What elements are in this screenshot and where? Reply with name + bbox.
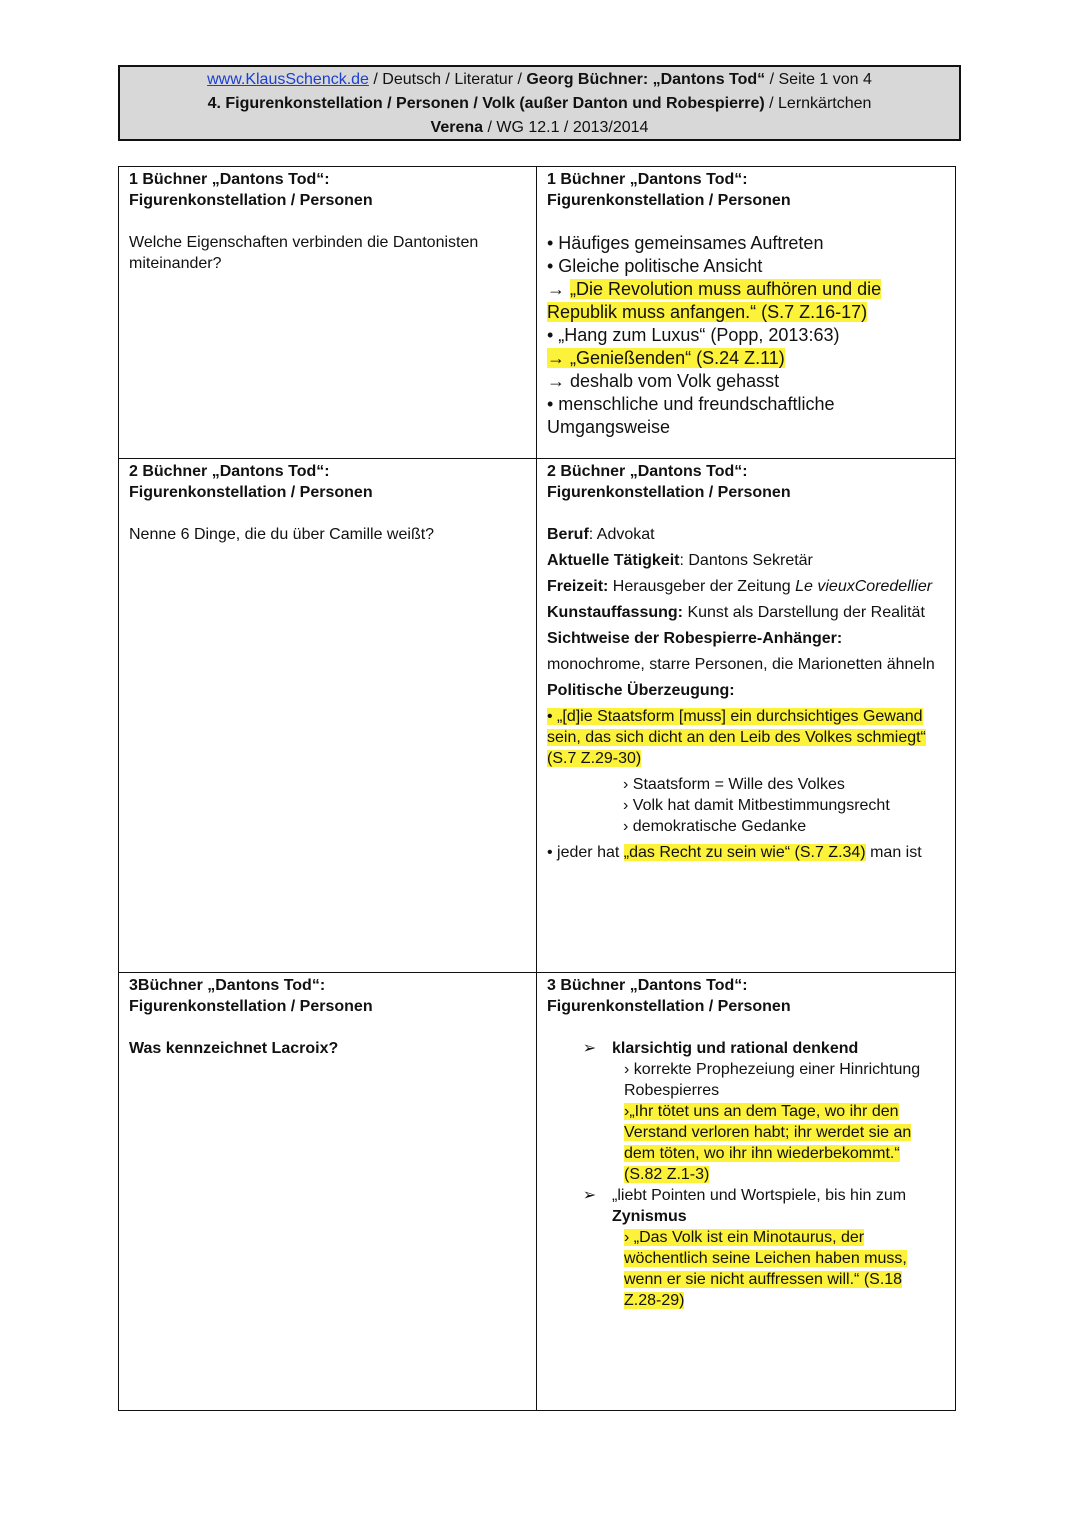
card-subtitle: Figurenkonstellation / Personen <box>547 192 791 209</box>
point-text: „liebt Pointen und Wortspiele, bis hin zum <box>612 1187 907 1204</box>
answer-cell-1 <box>537 167 956 459</box>
card-title: 3Büchner „Dantons Tod“: <box>129 977 326 994</box>
newspaper-title: Le vieuxCoredellier <box>795 578 933 595</box>
header-line-3 <box>120 116 959 140</box>
field-label: Sichtweise der Robespierre-Anhänger: <box>547 630 843 647</box>
answer-line: • „Hang zum Luxus“ (Popp, 2013:63) <box>547 325 840 345</box>
point-heading: klarsichtig und rational denkend <box>612 1040 859 1057</box>
answer-line: → deshalb vom Volk gehasst <box>547 371 780 391</box>
card-subtitle: Figurenkonstellation / Personen <box>547 998 791 1015</box>
question-cell-2 <box>119 459 537 973</box>
sub-points <box>547 774 945 837</box>
answer-line <box>547 278 945 324</box>
sub-point: › demokratische Gedanke <box>623 818 807 835</box>
answer-line: • Gleiche politische Ansicht <box>547 256 763 276</box>
header-course: / WG 12.1 / 2013/2014 <box>483 119 649 136</box>
sub-point: › Volk hat damit Mitbestimmungsrecht <box>623 797 890 814</box>
card-subtitle: Figurenkonstellation / Personen <box>129 998 373 1015</box>
header-page: / Seite 1 von 4 <box>765 71 872 88</box>
answer-cell-2 <box>537 459 956 973</box>
field-value: Kunst als Darstellung der Realität <box>683 604 925 621</box>
answer-line: monochrome, starre Personen, die Marionetten ähneln <box>547 656 935 673</box>
answer-line <box>547 576 945 597</box>
sub-point: › Staatsform = Wille des Volkes <box>623 776 845 793</box>
answer-point <box>547 1185 945 1311</box>
field-value: : Dantons Sekretär <box>679 552 813 569</box>
field-value: Herausgeber der Zeitung <box>608 578 796 595</box>
field-label: Politische Überzeugung: <box>547 682 735 699</box>
field-value: • jeder hat <box>547 844 624 861</box>
arrow-glyph: → <box>547 279 571 299</box>
answer-line: • Häufiges gemeinsames Auftreten <box>547 233 824 253</box>
card-title: 1 Büchner „Dantons Tod“: <box>547 171 748 188</box>
header-path: / Deutsch / Literatur / <box>368 71 527 88</box>
question-cell-3 <box>119 973 537 1411</box>
field-value: man ist <box>865 844 922 861</box>
answer-line: • menschliche und freundschaftliche Umgangsweise <box>547 394 835 437</box>
answer-list <box>547 524 945 863</box>
answer-point <box>547 1038 945 1185</box>
highlighted-quote: › „Das Volk ist ein Minotaurus, der wöchentlich seine Leichen haben muss, wenn er sie nicht auffressen will.“ (S.18 Z.28-29) <box>624 1229 907 1309</box>
question-text: Was kennzeichnet Lacroix? <box>129 1040 339 1057</box>
card-title: 3 Büchner „Dantons Tod“: <box>547 977 748 994</box>
card-title: 2 Büchner „Dantons Tod“: <box>129 463 330 480</box>
card-row-3 <box>119 973 956 1411</box>
header-suffix: / Lernkärtchen <box>764 95 872 112</box>
answer-line <box>547 706 945 769</box>
card-subtitle: Figurenkonstellation / Personen <box>129 484 373 501</box>
answer-line <box>547 628 945 649</box>
answer-line <box>547 680 945 701</box>
card-title: 1 Büchner „Dantons Tod“: <box>129 171 330 188</box>
card-row-1 <box>119 167 956 459</box>
header-topic: 4. Figurenkonstellation / Personen / Volk (außer Danton und Robespierre) <box>207 95 765 112</box>
header-line-2 <box>120 92 959 116</box>
field-label: Freizeit: <box>547 578 609 595</box>
highlighted-quote: → „Genießenden“ (S.24 Z.11) <box>547 348 785 368</box>
card-title: 2 Büchner „Dantons Tod“: <box>547 463 748 480</box>
card-subtitle: Figurenkonstellation / Personen <box>129 192 373 209</box>
answer-line <box>547 550 945 571</box>
document-header <box>118 65 961 141</box>
highlighted-quote: „das Recht zu sein wie“ (S.7 Z.34) <box>623 844 866 861</box>
field-label: Aktuelle Tätigkeit <box>547 552 680 569</box>
highlighted-quote: • „[d]ie Staatsform [muss] ein durchsichtiges Gewand sein, das sich dicht an den Leib des Volkes schmiegt“ (S.7 Z.29-30) <box>547 708 926 767</box>
highlighted-quote: ›„Ihr tötet uns an dem Tage, wo ihr den Verstand verloren habt; ihr werdet sie an dem töten, wo ihr ihn wiederbekommt.“ (S.82 Z.1-3) <box>624 1103 912 1183</box>
answer-line <box>547 842 945 863</box>
answer-point-body <box>612 1038 945 1185</box>
flashcard-table <box>118 166 956 1411</box>
answer-list <box>547 1038 945 1311</box>
field-label: Kunstauffassung: <box>547 604 683 621</box>
question-cell-1 <box>119 167 537 459</box>
site-link[interactable]: www.KlausSchenck.de <box>207 71 369 88</box>
header-line-1 <box>120 68 959 92</box>
answer-cell-3 <box>537 973 956 1411</box>
arrow-bullet-icon: ➢ <box>582 1187 597 1204</box>
card-row-2 <box>119 459 956 973</box>
answer-line <box>547 602 945 623</box>
question-text: Welche Eigenschaften verbinden die Dantonisten miteinander? <box>129 234 479 272</box>
point-emphasis: Zynismus <box>612 1208 687 1225</box>
card-subtitle: Figurenkonstellation / Personen <box>547 484 791 501</box>
field-label: Beruf <box>547 526 589 543</box>
question-text: Nenne 6 Dinge, die du über Camille weißt? <box>129 526 435 543</box>
answer-line <box>547 347 945 370</box>
header-work: Georg Büchner: „Dantons Tod“ <box>526 71 766 88</box>
answer-line <box>547 524 945 545</box>
answer-list <box>547 232 945 439</box>
highlighted-quote: „Die Revolution muss aufhören und die Republik muss anfangen.“ (S.7 Z.16-17) <box>547 279 882 322</box>
field-value: : Advokat <box>588 526 655 543</box>
answer-point-body <box>612 1185 945 1311</box>
arrow-bullet-icon: ➢ <box>582 1040 597 1057</box>
sub-point: › korrekte Prophezeiung einer Hinrichtung Robespierres <box>624 1061 921 1099</box>
header-author: Verena <box>430 119 484 136</box>
